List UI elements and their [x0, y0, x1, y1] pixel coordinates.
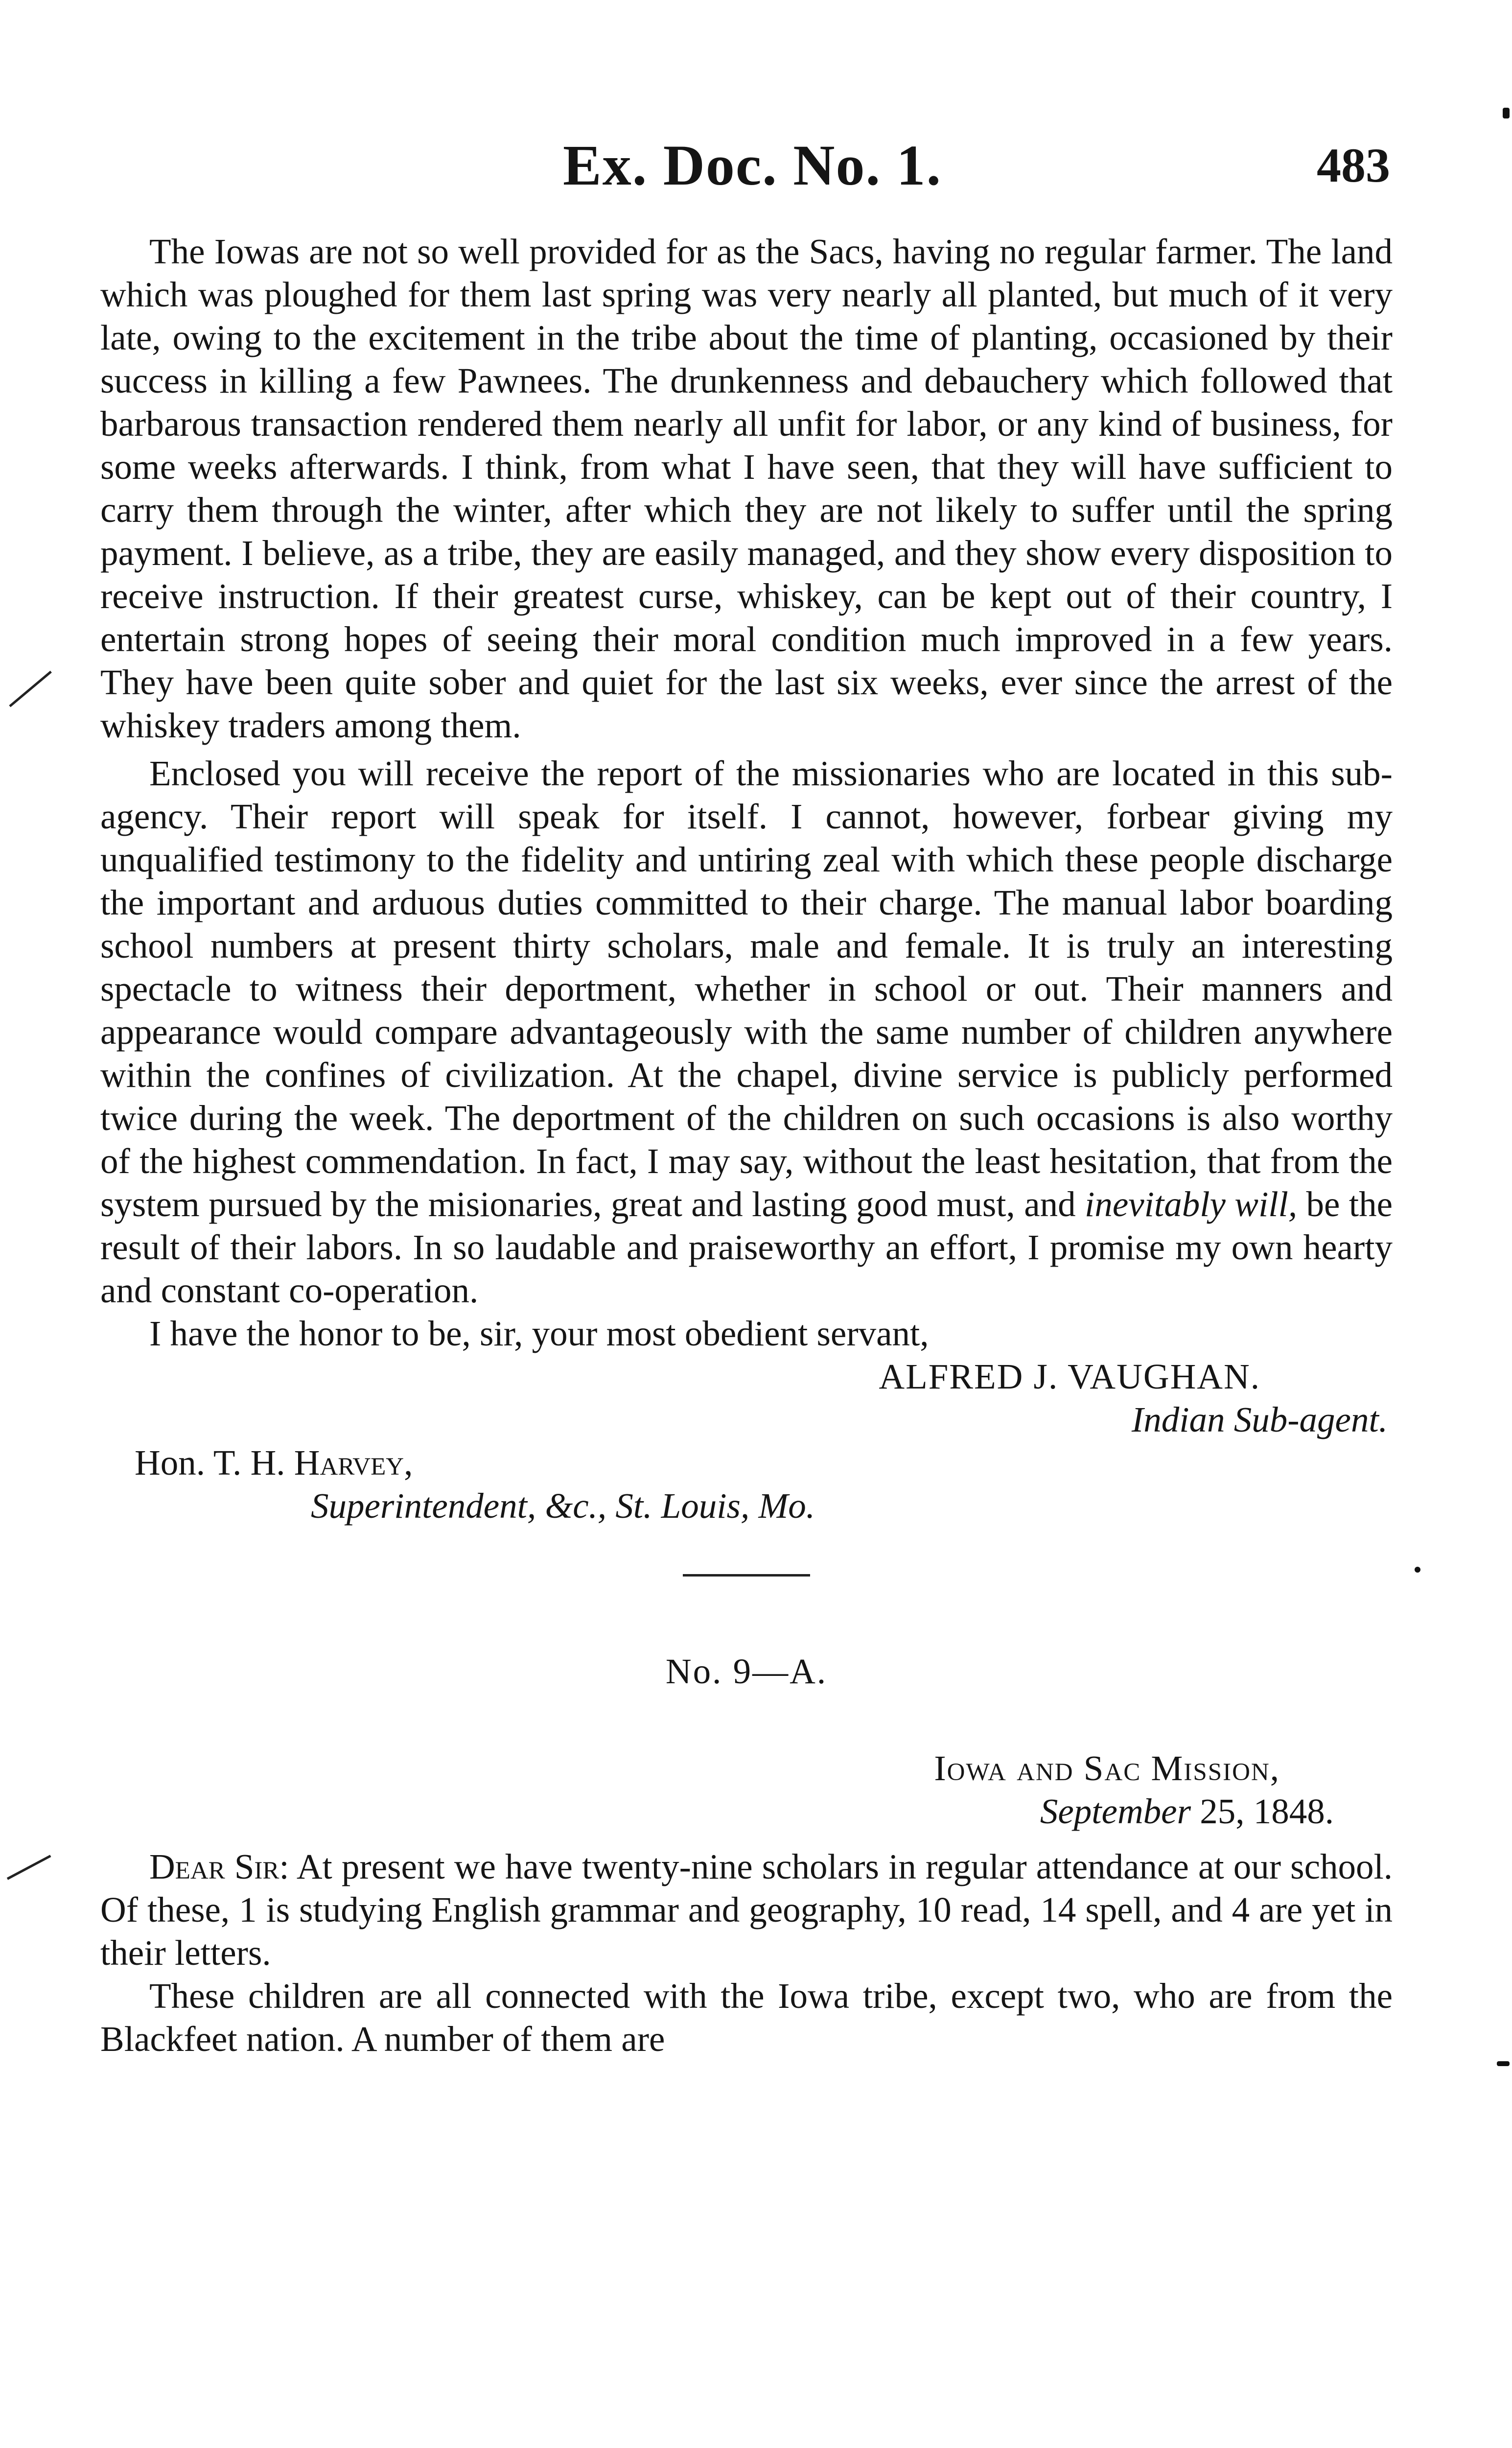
addressee-surname: Harvey,: [294, 1443, 413, 1483]
mission-paragraph-1: [100, 1845, 1393, 1975]
addressee-title: Superintendent, &c., St. Louis, Mo.: [311, 1486, 815, 1526]
ink-dot-right: [1415, 1567, 1420, 1573]
salutation: Dear Sir:: [149, 1847, 289, 1886]
page-header: [98, 132, 1400, 211]
page-number: 483: [1317, 138, 1390, 192]
letter-place: Iowa and Sac Mission,: [934, 1748, 1280, 1788]
ink-mark-right-edge: [1497, 2061, 1510, 2066]
signature-title: Indian Sub-agent.: [1131, 1400, 1388, 1439]
section-number: No. 9—A.: [665, 1651, 828, 1691]
letter-date-rest: 25, 1848.: [1200, 1791, 1334, 1831]
margin-pen-mark-lower: [7, 1855, 51, 1880]
section-divider: [683, 1574, 810, 1577]
mission-paragraph-2: These children are all connected with the Iowa tribe, except two, who are from the Blackfeet nation. A number of them are: [100, 1976, 1393, 2059]
letter-closing: I have the honor to be, sir, your most obedient servant,: [149, 1314, 929, 1353]
addressee-name: [100, 1441, 1393, 1484]
letter-date-month: September: [1040, 1791, 1191, 1831]
body-paragraph-1: The Iowas are not so well provided for as the Sacs, having no regular farmer. The land which was ploughed for them last spring was very nearly all planted, but much of it very late, owing to the excitement in the tribe about the time of planting, occasioned by their success in killing a few Pawnees. The drunkenness and debauchery which followed that barbarous transaction rendered them nearly all unfit for labor, or any kind of business, for some weeks afterwards. I think, from what I have seen, that they will have sufficient to carry them through the winter, after which they are not likely to suffer until the spring payment. I believe, as a tribe, they are easily managed, and they show every disposition to receive instruction. If their greatest curse, whiskey, can be kept out of their country, I entertain strong hopes of seeing their moral condition much improved in a few years. They have been quite sober and quiet for the last six weeks, ever since the arrest of the whiskey traders among them.: [100, 232, 1393, 745]
body-paragraph-2: [100, 752, 1393, 1312]
letter-date: [100, 1790, 1393, 1833]
signature-name: ALFRED J. VAUGHAN.: [879, 1357, 1260, 1396]
margin-pen-mark-upper: [9, 671, 51, 707]
ink-mark-top-right: [1503, 108, 1510, 118]
body-paragraph-2-text-a: Enclosed you will receive the report of the missionaries who are located in this sub-agency. Their report will speak for itself. I cannot, however, forbear giving my unqualified testimony to the fidelity and untiring zeal with which these people discharge the important and arduous duties committed to their charge. The manual labor boarding school numbers at present thirty scholars, male and female. It is truly an interesting spectacle to witness their deportment, whether in school or out. Their manners and appearance would compare advantageously with the same number of children anywhere within the confines of civilization. At the chapel, divine service is publicly performed twice during the week. The deportment of the children on such occasions is also worthy of the highest commendation. In fact, I may say, without the least hesitation, that from the system pursued by the misionaries, great and lasting good must, and: [100, 753, 1393, 1224]
mission-paragraph-1-text: At present we have twenty-nine scholars in regular attendance at our school. Of these, 1 is studying English grammar and geography, 10 read, 14 spell, and 4 are yet in their letters.: [100, 1847, 1393, 1973]
document-title: Ex. Doc. No. 1.: [563, 133, 942, 197]
addressee-name-prefix: Hon. T. H.: [135, 1443, 285, 1483]
document-body: [100, 230, 1393, 2061]
body-paragraph-2-text-b: be the result of their labors. In so laudable and praiseworthy an effort, I promise my own hearty and constant co-operation.: [100, 1184, 1393, 1310]
body-paragraph-2-emphasis: inevitably will,: [1085, 1184, 1298, 1224]
